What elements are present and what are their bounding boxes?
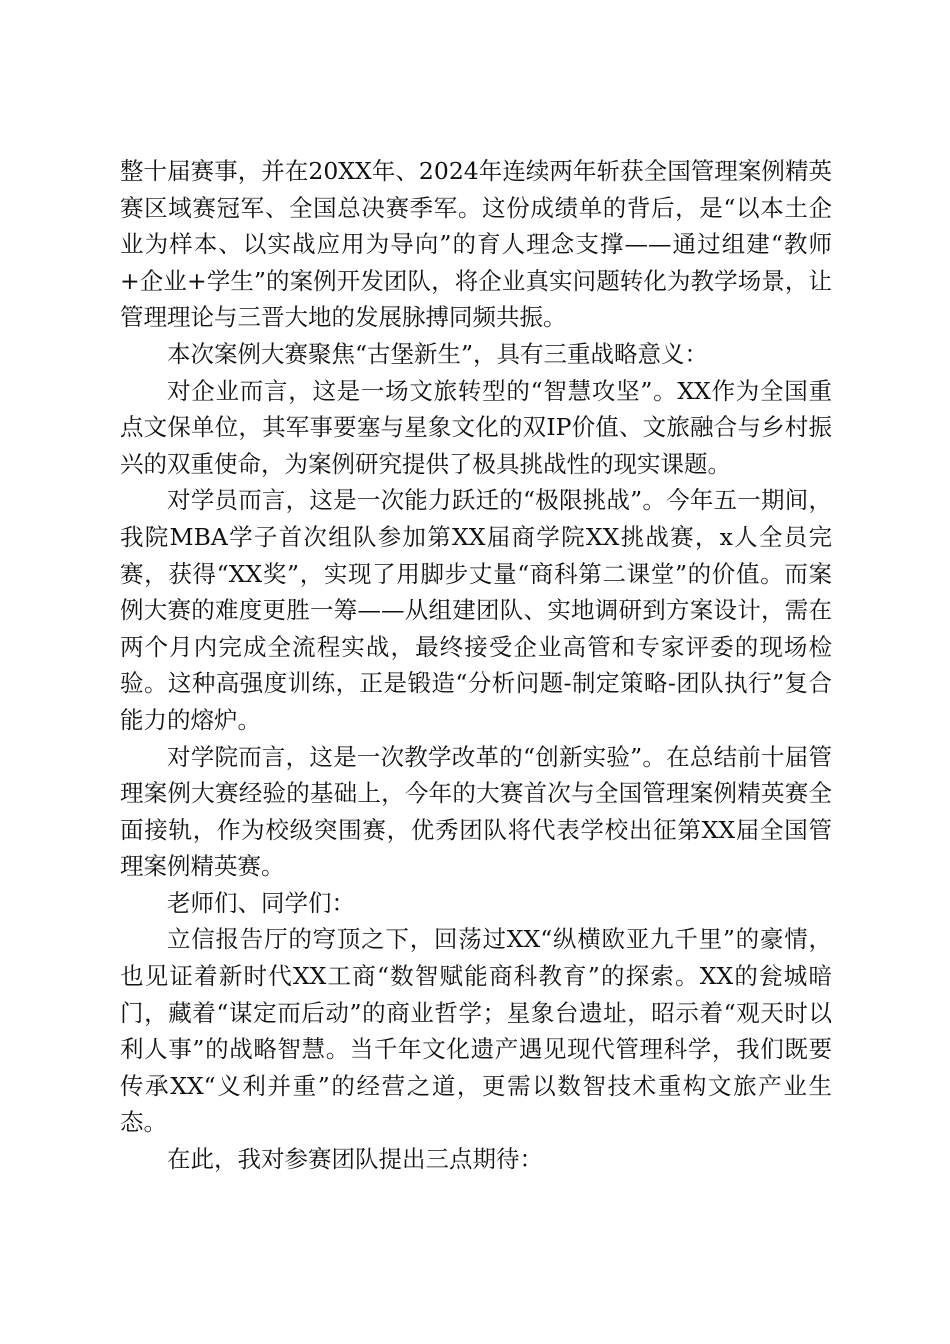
paragraph-expectations: 在此，我对参赛团队提出三点期待： <box>167 1145 543 1174</box>
paragraph-achievements: 整十届赛事，并在20XX年、2024年连续两年斩获全国管理案例精英赛区域赛冠军、全国总决赛季军。这份成绩单的背后，是“以本土企业为样本、以实战应用为导向”的育人理念支撑——通过组建“教师+企业+学生”的案例开发团队，将企业真实问题转化为教学场景，让管理理论与三晋大地的发展脉搏同频共振。 <box>120 157 832 332</box>
paragraph-heritage: 立信报告厅的穹顶之下，回荡过XX“纵横欧亚九千里”的豪情，也见证着新时代XX工商“数智赋能商科教育”的探索。XX的瓮城暗门，藏着“谋定而后动”的商业哲学；星象台遗址，昭示着“观天时以利人事”的战略智慧。当千年文化遗产遇见现代管理科学，我们既要传承XX“义利并重”的经营之道，更需以数智技术重构文旅产业生态。 <box>120 925 832 1137</box>
body-text <box>120 153 832 1178</box>
paragraph-for-college: 对学院而言，这是一次教学改革的“创新实验”。在总结前十届管理案例大赛经验的基础上，今年的大赛首次与全国管理案例精英赛全面接轨，作为校级突围赛，优秀团队将代表学校出征第XX届全国管理案例精英赛。 <box>120 742 832 881</box>
paragraph-for-enterprise: 对企业而言，这是一场文旅转型的“智慧攻坚”。XX作为全国重点文保单位，其军事要塞与星象文化的双IP价值、文旅融合与乡村振兴的双重使命，为案例研究提供了极具挑战性的现实课题。 <box>120 376 832 478</box>
paragraph-salutation: 老师们、同学们： <box>167 888 355 917</box>
paragraph-strategic-significance: 本次案例大赛聚焦“古堡新生”，具有三重战略意义： <box>167 339 709 368</box>
paragraph-for-students: 对学员而言，这是一次能力跃迁的“极限挑战”。今年五一期间，我院MBA学子首次组队参加第XX届商学院XX挑战赛，x人全员完赛，获得“XX奖”，实现了用脚步丈量“商科第二课堂”的价值。而案例大赛的难度更胜一筹——从组建团队、实地调研到方案设计，需在两个月内完成全流程实战，最终接受企业高管和专家评委的现场检验。这种高强度训练，正是锻造“分析问题-制定策略-团队执行”复合能力的熔炉。 <box>120 486 832 734</box>
